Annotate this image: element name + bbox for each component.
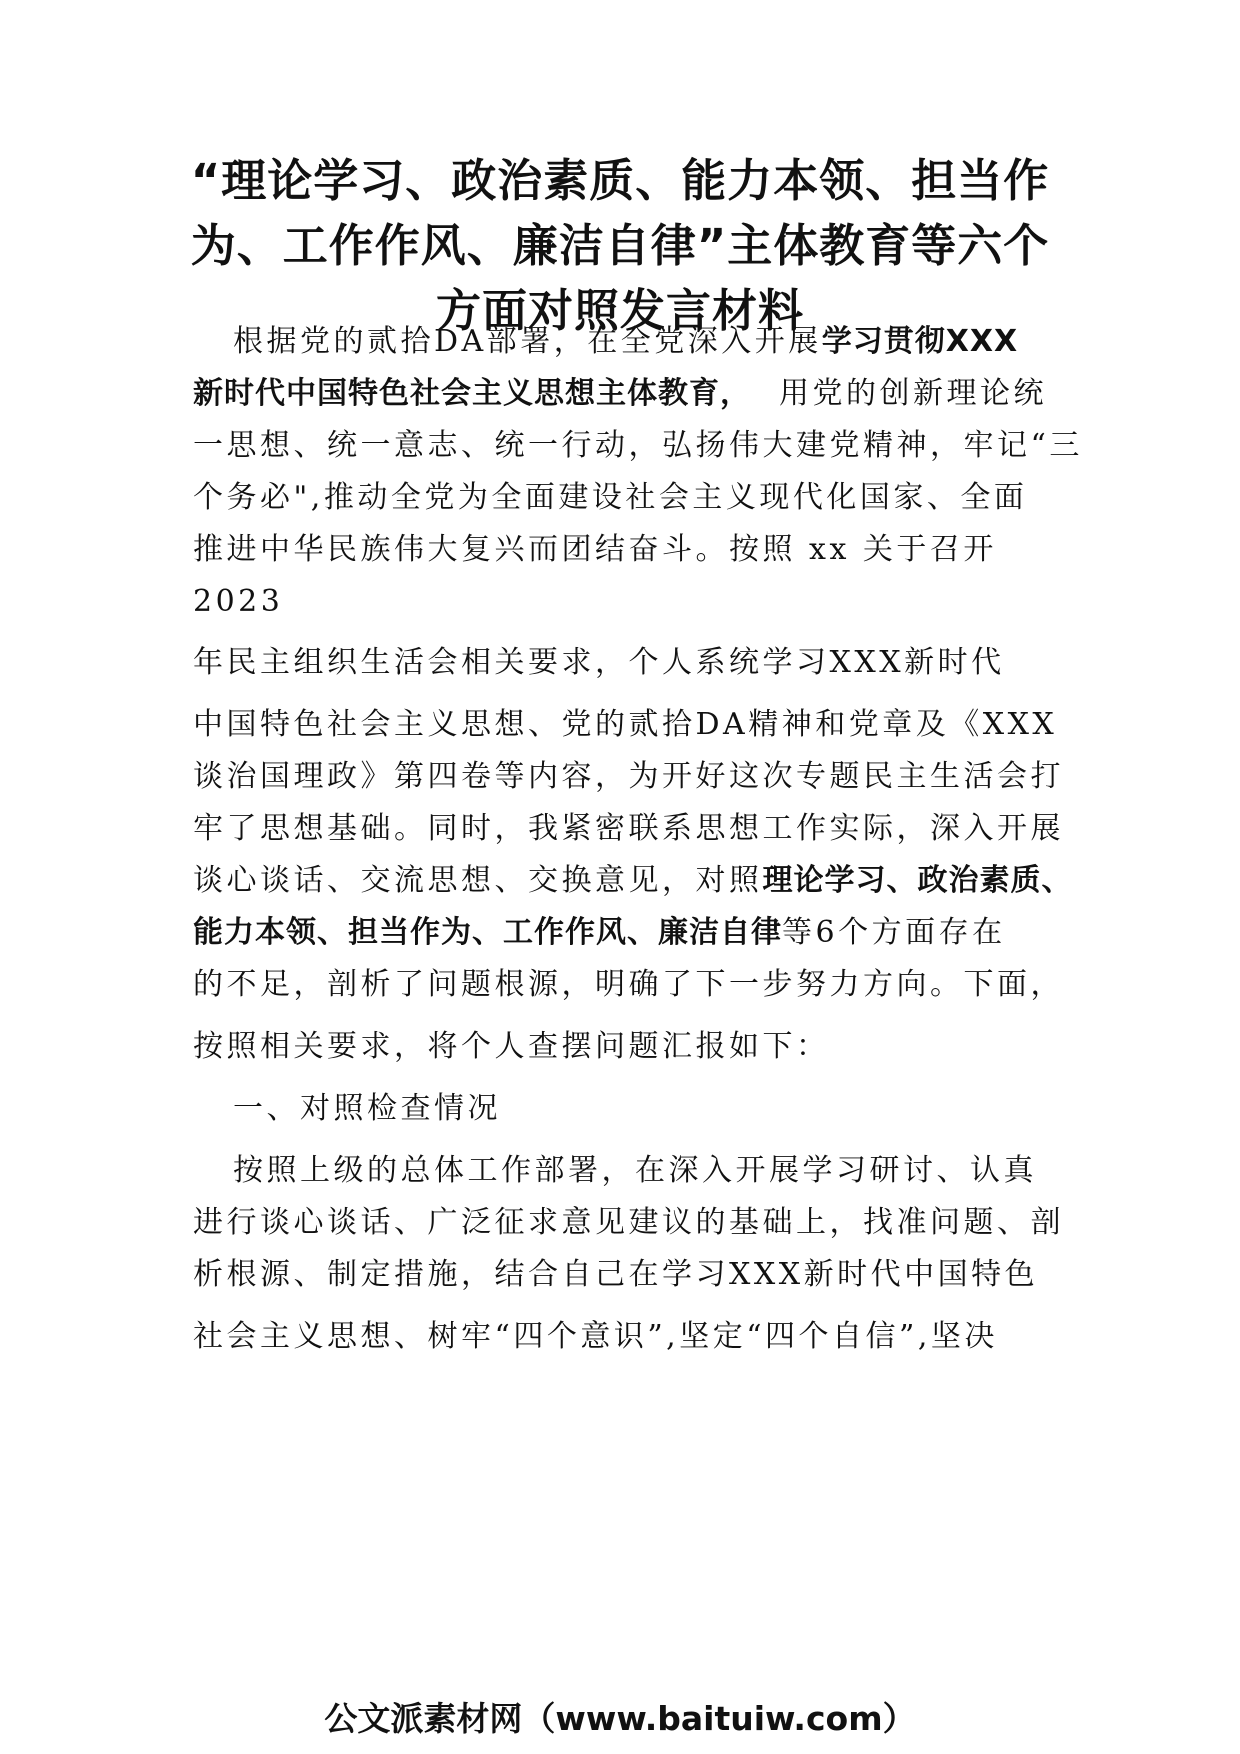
paragraph-line: 2023 bbox=[193, 584, 284, 619]
bold-phrase: 新时代中国特色社会主义思想主体教育， bbox=[193, 376, 751, 411]
bold-phrase: 理论学习、政治素质、 bbox=[762, 863, 1073, 898]
document-title bbox=[180, 148, 1060, 343]
paragraph-line: 进行谈心谈话、广泛征求意见建议的基础上，找准问题、剖 bbox=[193, 1205, 1064, 1240]
paragraph-line: 能力本领、担当作为、工作作风、廉洁自律等6个方面存在 bbox=[193, 915, 1006, 950]
paragraph-line: 根据党的贰拾DA部署，在全党深入开展学习贯彻XXX bbox=[233, 324, 1019, 359]
section-heading: 一、对照检查情况 bbox=[233, 1091, 501, 1126]
paragraph-line: 中国特色社会主义思想、党的贰拾DA精神和党章及《XXX bbox=[193, 707, 1058, 742]
title-line-1: “理论学习、政治素质、能力本领、担当作 bbox=[190, 154, 1050, 207]
paragraph-line: 年民主组织生活会相关要求，个人系统学习XXX新时代 bbox=[193, 645, 1005, 680]
paragraph-line: 一思想、统一意志、统一行动，弘扬伟大建党精神，牢记“三 bbox=[193, 428, 1083, 463]
paragraph-line: 推进中华民族伟大复兴而团结奋斗。按照 xx 关于召开 bbox=[193, 532, 997, 567]
paragraph-line: 社会主义思想、树牢“四个意识”,坚定“四个自信”,坚决 bbox=[193, 1319, 998, 1354]
bold-phrase: 学习贯彻XXX bbox=[821, 324, 1019, 359]
title-line-2: 为、工作作风、廉洁自律”主体教育等六个 bbox=[190, 219, 1050, 272]
paragraph-line: 按照上级的总体工作部署，在深入开展学习研讨、认真 bbox=[233, 1153, 1037, 1188]
paragraph-line: 的不足，剖析了问题根源，明确了下一步努力方向。下面， bbox=[193, 967, 1064, 1002]
paragraph-line: 新时代中国特色社会主义思想主体教育， 用党的创新理论统 bbox=[193, 376, 1047, 411]
title-line-3: 方面对照发言材料 bbox=[435, 284, 804, 337]
paragraph-line: 个务必",推动全党为全面建设社会主义现代化国家、全面 bbox=[193, 480, 1028, 515]
paragraph-line: 谈心谈话、交流思想、交换意见，对照理论学习、政治素质、 bbox=[193, 863, 1073, 898]
footer-watermark: 公文派素材网（www.baituiw.com） bbox=[324, 1699, 916, 1738]
paragraph-line: 按照相关要求，将个人查摆问题汇报如下： bbox=[193, 1029, 830, 1064]
bold-phrase: 能力本领、担当作为、工作作风、廉洁自律 bbox=[193, 915, 782, 950]
paragraph-line: 析根源、制定措施，结合自己在学习XXX新时代中国特色 bbox=[193, 1257, 1039, 1292]
paragraph-line: 牢了思想基础。同时，我紧密联系思想工作实际，深入开展 bbox=[193, 811, 1064, 846]
paragraph-line: 谈治国理政》第四卷等内容，为开好这次专题民主生活会打 bbox=[193, 759, 1064, 794]
